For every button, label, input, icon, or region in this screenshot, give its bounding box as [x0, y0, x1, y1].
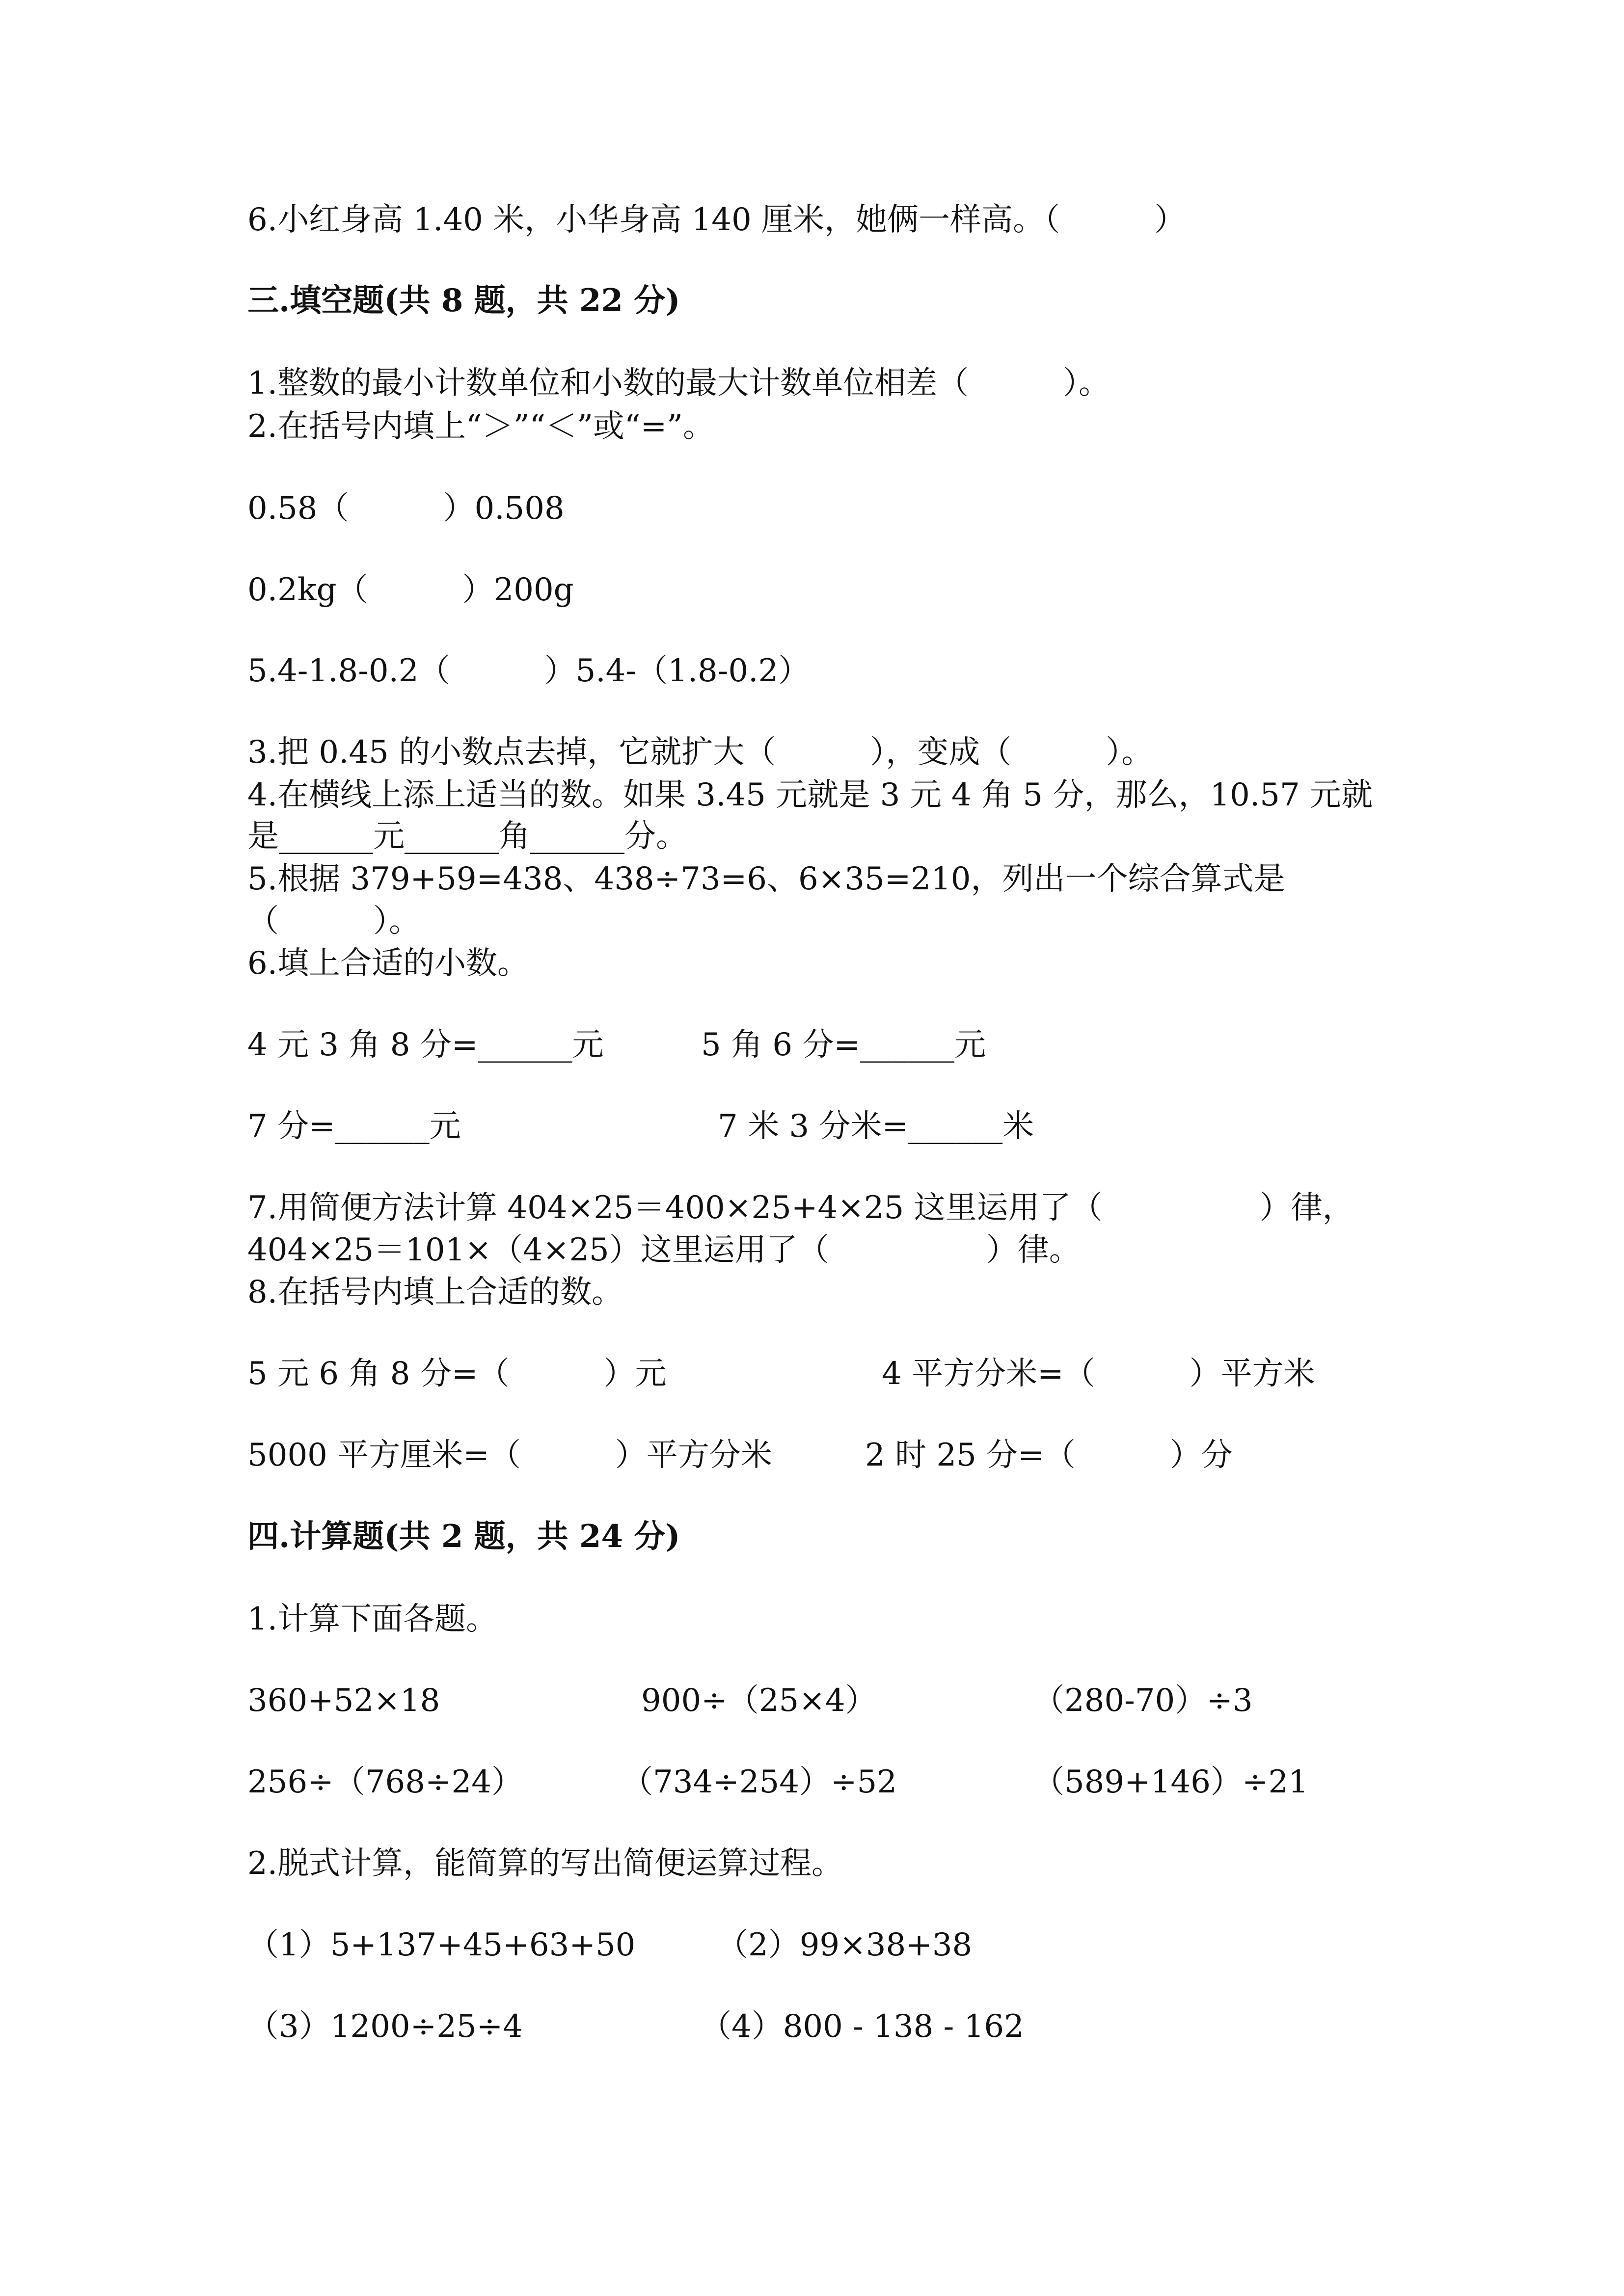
calc-q1-item-2: 900÷（25×4） [641, 1682, 877, 1719]
fill-q8-item-1: 5 元 6 角 8 分=（ ）元 [247, 1356, 667, 1392]
calc-q1-item-6: （589+146）÷21 [1033, 1764, 1308, 1800]
fill-q2: 2.在括号内填上“＞”“＜”或“=”。 [247, 408, 714, 445]
fill-q2-item-3: 5.4-1.8-0.2（ ）5.4-（1.8-0.2） [247, 653, 810, 689]
calc-q2-item-4: （4）800 - 138 - 162 [700, 2008, 1024, 2045]
fill-q6-item-2: 5 角 6 分=______元 [701, 1027, 986, 1063]
calc-q2-item-1: （1）5+137+45+63+50 [247, 1927, 636, 1963]
fill-q2-item-1: 0.58（ ）0.508 [247, 490, 565, 527]
fill-q1: 1.整数的最小计数单位和小数的最大计数单位相差（ ）。 [247, 365, 1110, 401]
fill-q5-line2: （ ）。 [247, 903, 420, 939]
calc-q1-item-1: 360+52×18 [247, 1682, 440, 1719]
calc-q2-item-2: （2）99×38+38 [717, 1927, 973, 1963]
fill-q3: 3.把 0.45 的小数点去掉，它就扩大（ ），变成（ ）。 [247, 734, 1153, 771]
section-3-heading: 三.填空题(共 8 题，共 22 分) [247, 282, 680, 319]
fill-q6: 6.填上合适的小数。 [247, 945, 529, 982]
fill-q8-item-2: 4 平方分米=（ ）平方米 [882, 1356, 1315, 1392]
section-4-heading: 四.计算题(共 2 题，共 24 分) [247, 1518, 680, 1555]
fill-q6-item-1: 4 元 3 角 8 分=______元 [247, 1027, 604, 1063]
fill-q2-item-2: 0.2kg（ ）200g [247, 572, 574, 608]
fill-q6-item-4: 7 米 3 分米=______米 [718, 1108, 1034, 1145]
fill-q8: 8.在括号内填上合适的数。 [247, 1274, 623, 1310]
fill-q5-line1: 5.根据 379+59=438、438÷73=6、6×35=210，列出一个综合算式是 [247, 861, 1285, 897]
fill-q4-line2: 是______元______角______分。 [247, 818, 687, 854]
judge-item-6: 6.小红身高 1.40 米，小华身高 140 厘米，她俩一样高。（ ） [247, 202, 1186, 238]
fill-q7-line1: 7.用简便方法计算 404×25＝400×25+4×25 这里运用了（ ）律， [247, 1190, 1354, 1226]
fill-q4-line1: 4.在横线上添上适当的数。如果 3.45 元就是 3 元 4 角 5 分，那么，10.57 元就 [247, 777, 1373, 813]
fill-q6-item-3: 7 分=______元 [247, 1108, 461, 1145]
calc-q1-item-3: （280-70）÷3 [1033, 1682, 1253, 1719]
calc-q1: 1.计算下面各题。 [247, 1601, 498, 1637]
calc-q1-item-4: 256÷（768÷24） [247, 1764, 523, 1800]
calc-q2: 2.脱式计算，能简算的写出简便运算过程。 [247, 1845, 843, 1882]
fill-q8-item-3: 5000 平方厘米=（ ）平方分米 [247, 1437, 772, 1473]
calc-q2-item-3: （3）1200÷25÷4 [247, 2008, 523, 2045]
fill-q8-item-4: 2 时 25 分=（ ）分 [865, 1437, 1233, 1473]
fill-q7-line2: 404×25＝101×（4×25）这里运用了（ ）律。 [247, 1232, 1081, 1268]
calc-q1-item-5: （734÷254）÷52 [622, 1764, 897, 1800]
